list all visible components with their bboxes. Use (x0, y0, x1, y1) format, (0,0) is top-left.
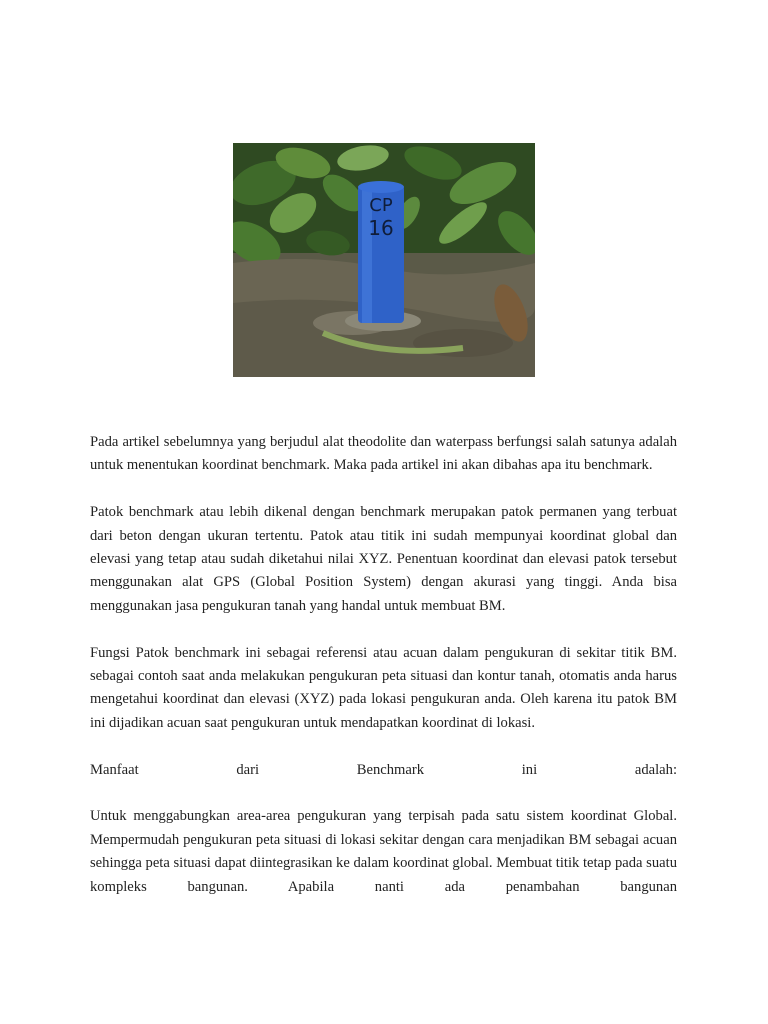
paragraph-function: Fungsi Patok benchmark ini sebagai referensi atau acuan dalam pengukuran di sekitar titik BM. sebagai contoh saat anda melakukan pengukuran peta situasi dan kontur tanah, otomatis anda harus mengetahui koordinat dan elevasi (XYZ) pada lokasi pengukuran anda. Oleh karena itu patok BM ini dijadikan acuan saat pengukuran untuk mendapatkan koordinat di lokasi. (90, 644, 677, 731)
paragraph-benefits-list: Untuk menggabungkan area-area pengukuran yang terpisah pada satu sistem koordinat Global. Mempermudah pengukuran peta situasi di lokasi sekitar dengan cara menjadikan BM sebagai acuan sehingga peta situasi dapat diintegrasikan ke dalam koordinat global. Membuat titik tetap pada suatu kompleks bangunan. Apabila nanti ada penambahan bangunan (90, 808, 677, 895)
post-label-line2: 16 (368, 216, 394, 240)
paragraph-intro: Pada artikel sebelumnya yang berjudul alat theodolite dan waterpass berfungsi salah satunya adalah untuk menentukan koordinat benchmark. Maka pada artikel ini akan dibahas apa itu benchmark. (90, 434, 677, 474)
paragraph-definition: Patok benchmark atau lebih dikenal dengan benchmark merupakan patok permanen yang terbuat dari beton dengan ukuran tertentu. Patok atau titik ini sudah mempunyai koordinat global dan elevasi yang tetap atau sudah diketahui nilai XYZ. Penentuan koordinat dan elevasi patok tersebut menggunakan alat GPS (Global Position System) dengan akurasi yang tinggi. Anda bisa menggunakan jasa pengukuran tanah yang handal untuk membuat BM. (90, 504, 677, 614)
article-body (90, 431, 677, 922)
paragraph-benefits-heading: Manfaat dari Benchmark ini adalah: (90, 761, 677, 778)
benchmark-post-photo (233, 143, 535, 377)
post-label-line1: CP (369, 195, 393, 216)
